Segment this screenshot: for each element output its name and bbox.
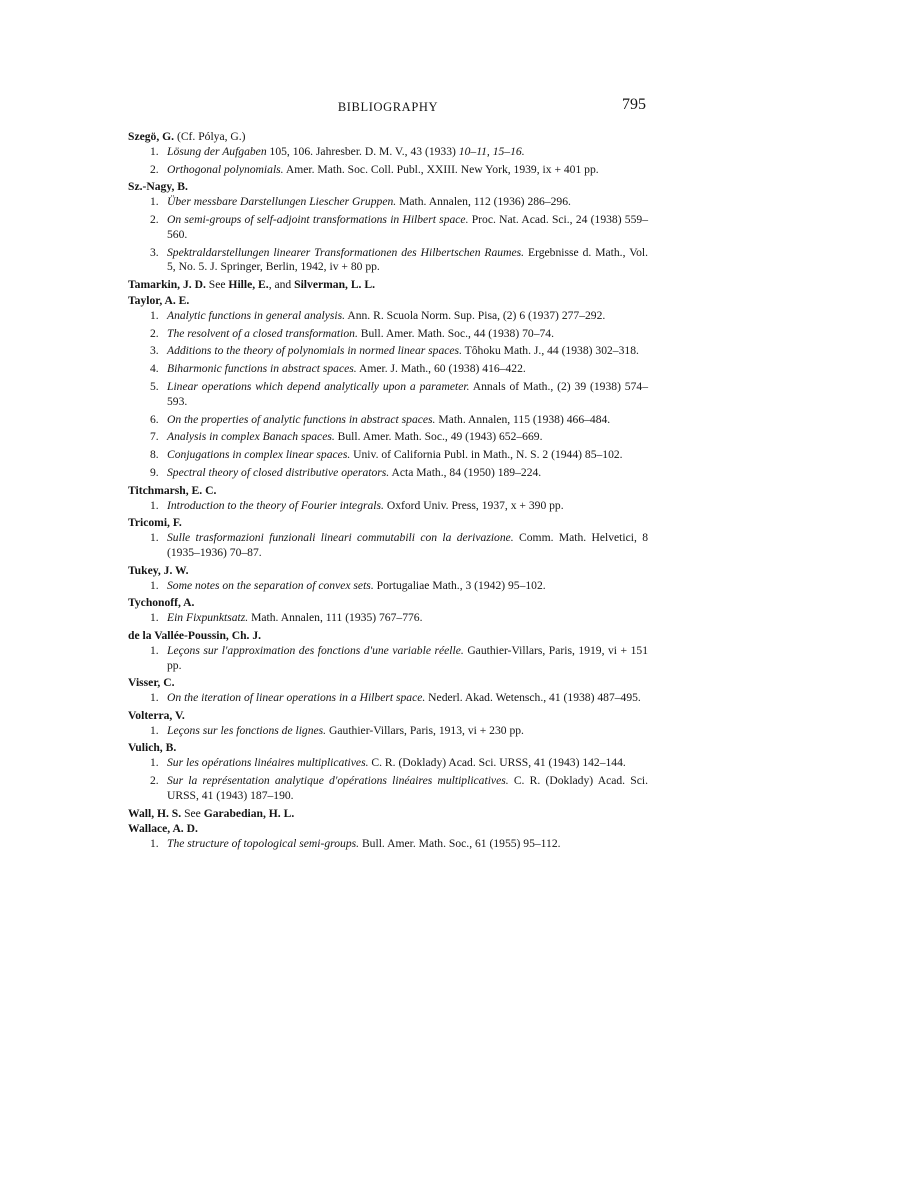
entry-text: [167, 756, 648, 771]
see-reference: Garabedian, H. L.: [203, 806, 295, 820]
author-name: Tricomi, F.: [128, 516, 182, 530]
entry-publication: Bull. Amer. Math. Soc., 49 (1943) 652–669.: [337, 430, 543, 444]
entry-number: 1.: [150, 723, 159, 737]
entry-title: Über messbare Darstellungen Liescher Gruppen.: [167, 195, 397, 209]
author-name: Tamarkin, J. D.: [128, 278, 206, 292]
bib-entry: [150, 213, 648, 243]
entry-title: Sur la représentation analytique d'opérations linéaires multiplicatives.: [167, 774, 509, 788]
bib-entry: [150, 448, 648, 463]
entry-number: 2.: [150, 774, 159, 788]
entry-number: 1.: [150, 531, 159, 545]
author-heading: [128, 564, 648, 579]
entry-publication: Nederl. Akad. Wetensch., 41 (1938) 487–495.: [428, 691, 641, 705]
entry-publication: Univ. of California Publ. in Math., N. S. 2 (1944) 85–102.: [353, 448, 623, 462]
entry-text: [167, 837, 648, 852]
entry-title: Leçons sur l'approximation des fonctions d'une variable réelle.: [167, 643, 464, 657]
author-name: Tukey, J. W.: [128, 563, 189, 577]
entry-text: [167, 579, 648, 594]
bib-entry: [150, 327, 648, 342]
bib-entry: [150, 344, 648, 359]
entry-title: Additions to the theory of polynomials in normed linear spaces.: [167, 344, 462, 358]
entry-publication: Amer. Math. Soc. Coll. Publ., XXIII. New York, 1939, ix + 401 pp.: [285, 162, 599, 176]
author-name: Tychonoff, A.: [128, 596, 195, 610]
author-heading: [128, 294, 648, 309]
entry-publication: Oxford Univ. Press, 1937, x + 390 pp.: [386, 498, 564, 512]
entry-title: The structure of topological semi-groups.: [167, 837, 360, 851]
entry-number: 5.: [150, 379, 159, 393]
entry-title: Ein Fixpunktsatz.: [167, 611, 249, 625]
entry-title: On the iteration of linear operations in a Hilbert space.: [167, 691, 426, 705]
bib-entry: [150, 579, 648, 594]
author-heading: [128, 676, 648, 691]
entry-title: Conjugations in complex linear spaces.: [167, 448, 351, 462]
author-name: Sz.-Nagy, B.: [128, 180, 188, 194]
entry-publication: Gauthier-Villars, Paris, 1919, vi + 151 pp.: [167, 643, 648, 672]
author-heading: [128, 278, 648, 293]
entry-title: Sulle trasformazioni funzionali lineari commutabili con la derivazione.: [167, 531, 514, 545]
entry-publication: Amer. J. Math., 60 (1938) 416–422.: [358, 362, 526, 376]
entry-title: On semi-groups of self-adjoint transformations in Hilbert space.: [167, 212, 469, 226]
entry-title: Some notes on the separation of convex sets.: [167, 578, 374, 592]
entry-text: [167, 466, 648, 481]
entry-publication: C. R. (Doklady) Acad. Sci. URSS, 41 (1943) 142–144.: [371, 756, 626, 770]
entry-number: 1.: [150, 691, 159, 705]
bib-entry: [150, 691, 648, 706]
bib-entry: [150, 430, 648, 445]
entry-text: [167, 499, 648, 514]
entry-number: 7.: [150, 430, 159, 444]
author-name: Titchmarsh, E. C.: [128, 483, 217, 497]
author-heading: [128, 709, 648, 724]
entry-text: [167, 344, 648, 359]
see-word: See: [184, 806, 201, 820]
entry-publication: Math. Annalen, 111 (1935) 767–776.: [251, 611, 423, 625]
author-name: de la Vallée-Poussin, Ch. J.: [128, 628, 262, 642]
entry-text: [167, 362, 648, 377]
entry-text: [167, 611, 648, 626]
bib-entry: [150, 413, 648, 428]
entry-title: Leçons sur les fonctions de lignes.: [167, 723, 327, 737]
bib-entry: [150, 611, 648, 626]
entry-title: Analytic functions in general analysis.: [167, 308, 346, 322]
author-heading: [128, 484, 648, 499]
entry-publication: Bull. Amer. Math. Soc., 61 (1955) 95–112.: [361, 837, 561, 851]
bib-entry: [150, 145, 648, 160]
entry-number: 1.: [150, 837, 159, 851]
bib-entry: [150, 466, 648, 481]
entry-title: Introduction to the theory of Fourier integrals.: [167, 498, 384, 512]
entry-title: Lösung der Aufgaben: [167, 144, 267, 158]
bib-entry: [150, 246, 648, 276]
author-name: Wallace, A. D.: [128, 822, 198, 836]
author-heading: [128, 822, 648, 837]
entry-number: 1.: [150, 195, 159, 209]
entry-title: Spectral theory of closed distributive operators.: [167, 465, 390, 479]
entry-publication: Math. Annalen, 112 (1936) 286–296.: [399, 195, 571, 209]
running-title: BIBLIOGRAPHY: [337, 100, 439, 114]
entry-text: [167, 195, 648, 210]
entry-number: 1.: [150, 308, 159, 322]
bib-entry: [150, 380, 648, 410]
entry-publication: C. R. (Doklady) Acad. Sci. URSS, 41 (1943) 187–190.: [167, 774, 648, 802]
entry-pages: 10–11, 15–16.: [458, 144, 525, 158]
entry-number: 1.: [150, 611, 159, 625]
bibliography-list: [128, 130, 648, 852]
entry-publication: Ann. R. Scuola Norm. Sup. Pisa, (2) 6 (1937) 277–292.: [347, 308, 606, 322]
entry-publication: Gauthier-Villars, Paris, 1913, vi + 230 pp.: [329, 723, 524, 737]
entry-title: Analysis in complex Banach spaces.: [167, 430, 335, 444]
entry-number: 8.: [150, 448, 159, 462]
entry-publication: Portugaliae Math., 3 (1942) 95–102.: [376, 578, 546, 592]
entry-number: 1.: [150, 578, 159, 592]
author-name: Vulich, B.: [128, 741, 177, 755]
entry-title: The resolvent of a closed transformation.: [167, 326, 358, 340]
entry-text: [167, 309, 648, 324]
entry-publication: Acta Math., 84 (1950) 189–224.: [391, 465, 542, 479]
author-heading: [128, 596, 648, 611]
bib-entry: [150, 499, 648, 514]
author-heading: [128, 629, 648, 644]
entry-number: 2.: [150, 326, 159, 340]
entry-title: On the properties of analytic functions in abstract spaces.: [167, 412, 436, 426]
bib-entry: [150, 362, 648, 377]
entry-publication: 105, 106. Jahresber. D. M. V., 43 (1933): [269, 144, 456, 158]
author-heading: [128, 180, 648, 195]
entry-publication: Proc. Nat. Acad. Sci., 24 (1938) 559–560.: [167, 212, 648, 241]
entry-number: 4.: [150, 362, 159, 376]
entry-text: [167, 327, 648, 342]
entry-title: Sur les opérations linéaires multiplicatives.: [167, 756, 369, 770]
entry-text: [167, 145, 648, 160]
bib-entry: [150, 309, 648, 324]
entry-publication: Ergebnisse d. Math., Vol. 5, No. 5. J. Springer, Berlin, 1942, iv + 80 pp.: [167, 245, 648, 274]
author-heading: [128, 130, 648, 145]
bib-entry: [150, 724, 648, 739]
entry-text: [167, 531, 648, 561]
entry-number: 2.: [150, 212, 159, 226]
bibliography-page: [128, 96, 648, 855]
entry-number: 1.: [150, 756, 159, 770]
entry-text: [167, 691, 648, 706]
entry-number: 3.: [150, 344, 159, 358]
entry-publication: Annals of Math., (2) 39 (1938) 574–593.: [167, 379, 648, 408]
page-number: 795: [622, 96, 646, 113]
entry-text: [167, 448, 648, 463]
author-heading: [128, 741, 648, 756]
author-name: Wall, H. S.: [128, 806, 182, 820]
entry-text: [167, 163, 648, 178]
entry-number: 2.: [150, 162, 159, 176]
bib-entry: [150, 756, 648, 771]
entry-text: [167, 430, 648, 445]
entry-publication: Bull. Amer. Math. Soc., 44 (1938) 70–74.: [360, 326, 554, 340]
entry-text: [167, 774, 648, 804]
bib-entry: [150, 531, 648, 561]
author-name: Volterra, V.: [128, 708, 185, 722]
entry-title: Biharmonic functions in abstract spaces.: [167, 362, 357, 376]
entry-text: [167, 644, 648, 674]
entry-number: 1.: [150, 643, 159, 657]
entry-number: 9.: [150, 465, 159, 479]
entry-title: Linear operations which depend analytically upon a parameter.: [167, 379, 470, 393]
entry-title: Spektraldarstellungen linearer Transformationen des Hilbertschen Raumes.: [167, 245, 525, 259]
entry-text: [167, 380, 648, 410]
entry-number: 1.: [150, 144, 159, 158]
see-word: See: [208, 278, 226, 292]
bib-entry: [150, 195, 648, 210]
author-name: Visser, C.: [128, 676, 175, 690]
entry-publication: Tôhoku Math. J., 44 (1938) 302–318.: [464, 344, 639, 358]
entry-publication: Math. Annalen, 115 (1938) 466–484.: [438, 412, 611, 426]
entry-number: 1.: [150, 498, 159, 512]
author-name: Taylor, A. E.: [128, 293, 190, 307]
entry-text: [167, 724, 648, 739]
bib-entry: [150, 644, 648, 674]
entry-text: [167, 246, 648, 276]
author-heading: [128, 516, 648, 531]
author-note: (Cf. Pólya, G.): [176, 130, 246, 143]
bib-entry: [150, 774, 648, 804]
entry-publication: Comm. Math. Helvetici, 8 (1935–1936) 70–87.: [167, 531, 649, 559]
entry-text: [167, 213, 648, 243]
bib-entry: [150, 163, 648, 178]
entry-title: Orthogonal polynomials.: [167, 162, 284, 176]
see-reference: Hille, E.: [228, 278, 269, 292]
author-name: Szegö, G.: [128, 130, 175, 143]
entry-number: 6.: [150, 412, 159, 426]
running-head: [128, 96, 648, 122]
author-heading: [128, 807, 648, 822]
see-joiner: , and: [268, 278, 292, 292]
entry-text: [167, 413, 648, 428]
see-reference: Silverman, L. L.: [294, 278, 375, 292]
entry-number: 3.: [150, 245, 159, 259]
bib-entry: [150, 837, 648, 852]
